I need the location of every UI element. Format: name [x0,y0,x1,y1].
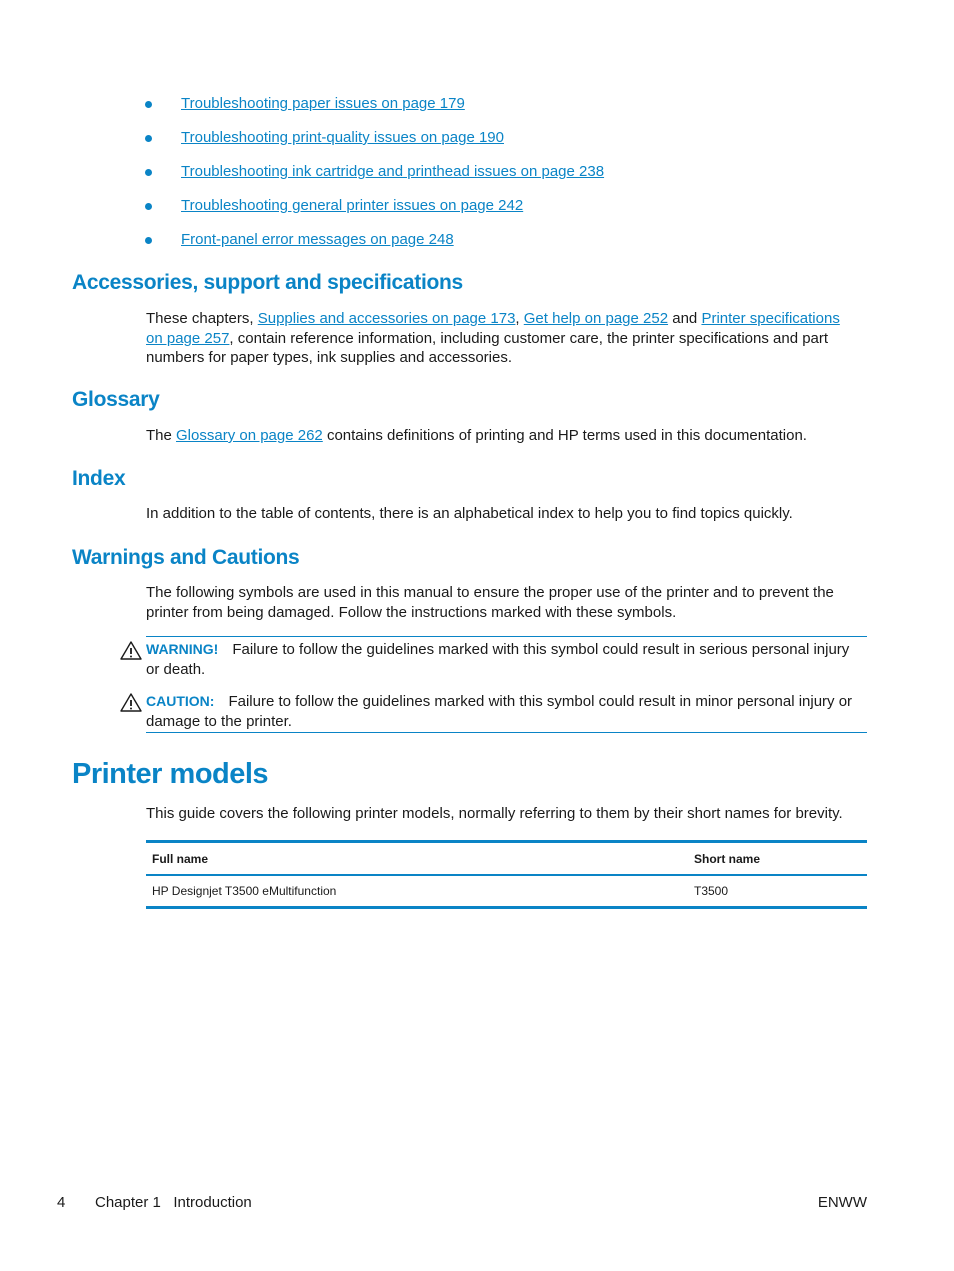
list-item [145,230,604,264]
bullet-icon [145,169,152,176]
notice-divider [146,636,867,637]
link-supplies[interactable]: Supplies and accessories on page 173 [257,310,516,327]
link-print-quality[interactable]: Troubleshooting print-quality issues on page 190 [181,129,504,146]
accessories-paragraph: These chapters, Supplies and accessories on page 173, Get help on page 252 and Printer specifications on page 257, contain reference information, including customer care, the printer specifications and part numbers for paper types, ink supplies and accessories. [146,310,840,366]
link-printer-specs[interactable]: Printer specifications on page 257 [146,310,840,347]
column-header-full-name: Full name [146,842,688,876]
chapter-label: Chapter 1 Introduction [95,1194,252,1211]
link-paper-issues[interactable]: Troubleshooting paper issues on page 179 [181,95,465,112]
caution-triangle-icon [120,693,142,712]
warnings-intro: The following symbols are used in this manual to ensure the proper use of the printer and to prevent the printer from being damaged. Follow the instructions marked with these symbols. [146,584,834,621]
accessories-heading: Accessories, support and specifications [72,271,463,294]
table-header-row [146,842,867,876]
link-general-issues[interactable]: Troubleshooting general printer issues on page 242 [181,197,524,214]
printer-models-intro: This guide covers the following printer models, normally referring to them by their short names for brevity. [146,805,843,822]
bullet-icon [145,101,152,108]
printer-models-heading: Printer models [72,758,269,790]
notice-divider [146,732,867,733]
link-ink-cartridge[interactable]: Troubleshooting ink cartridge and printhead issues on page 238 [181,163,605,180]
index-paragraph: In addition to the table of contents, there is an alphabetical index to help you to find topics quickly. [146,505,793,522]
index-heading: Index [72,467,126,490]
page-number: 4 [57,1194,66,1211]
cell-full-name: HP Designjet T3500 eMultifunction [146,875,688,908]
link-glossary[interactable]: Glossary on page 262 [176,427,323,444]
list-item [145,128,604,162]
table-row [146,875,867,908]
warning-notice [146,640,866,679]
topic-link-list [145,94,604,264]
column-header-short-name: Short name [688,842,867,876]
bullet-icon [145,203,152,210]
warning-triangle-icon [120,641,142,660]
bullet-icon [145,237,152,244]
list-item [145,196,604,230]
cell-short-name: T3500 [688,875,867,908]
glossary-paragraph: The Glossary on page 262 contains definitions of printing and HP terms used in this documentation. [146,427,807,444]
locale-label: ENWW [817,1194,867,1211]
caution-text: Failure to follow the guidelines marked with this symbol could result in minor personal injury or damage to the printer. [146,693,853,730]
glossary-heading: Glossary [72,388,160,411]
list-item [145,94,604,128]
warnings-heading: Warnings and Cautions [72,546,300,569]
warning-text: Failure to follow the guidelines marked with this symbol could result in serious personal injury or death. [146,641,850,678]
link-get-help[interactable]: Get help on page 252 [523,310,669,327]
printer-models-table [146,840,867,909]
caution-label: CAUTION: [146,693,215,709]
caution-notice [146,692,866,731]
link-front-panel[interactable]: Front-panel error messages on page 248 [181,231,454,248]
list-item [145,162,604,196]
warning-label: WARNING! [146,641,219,657]
bullet-icon [145,135,152,142]
